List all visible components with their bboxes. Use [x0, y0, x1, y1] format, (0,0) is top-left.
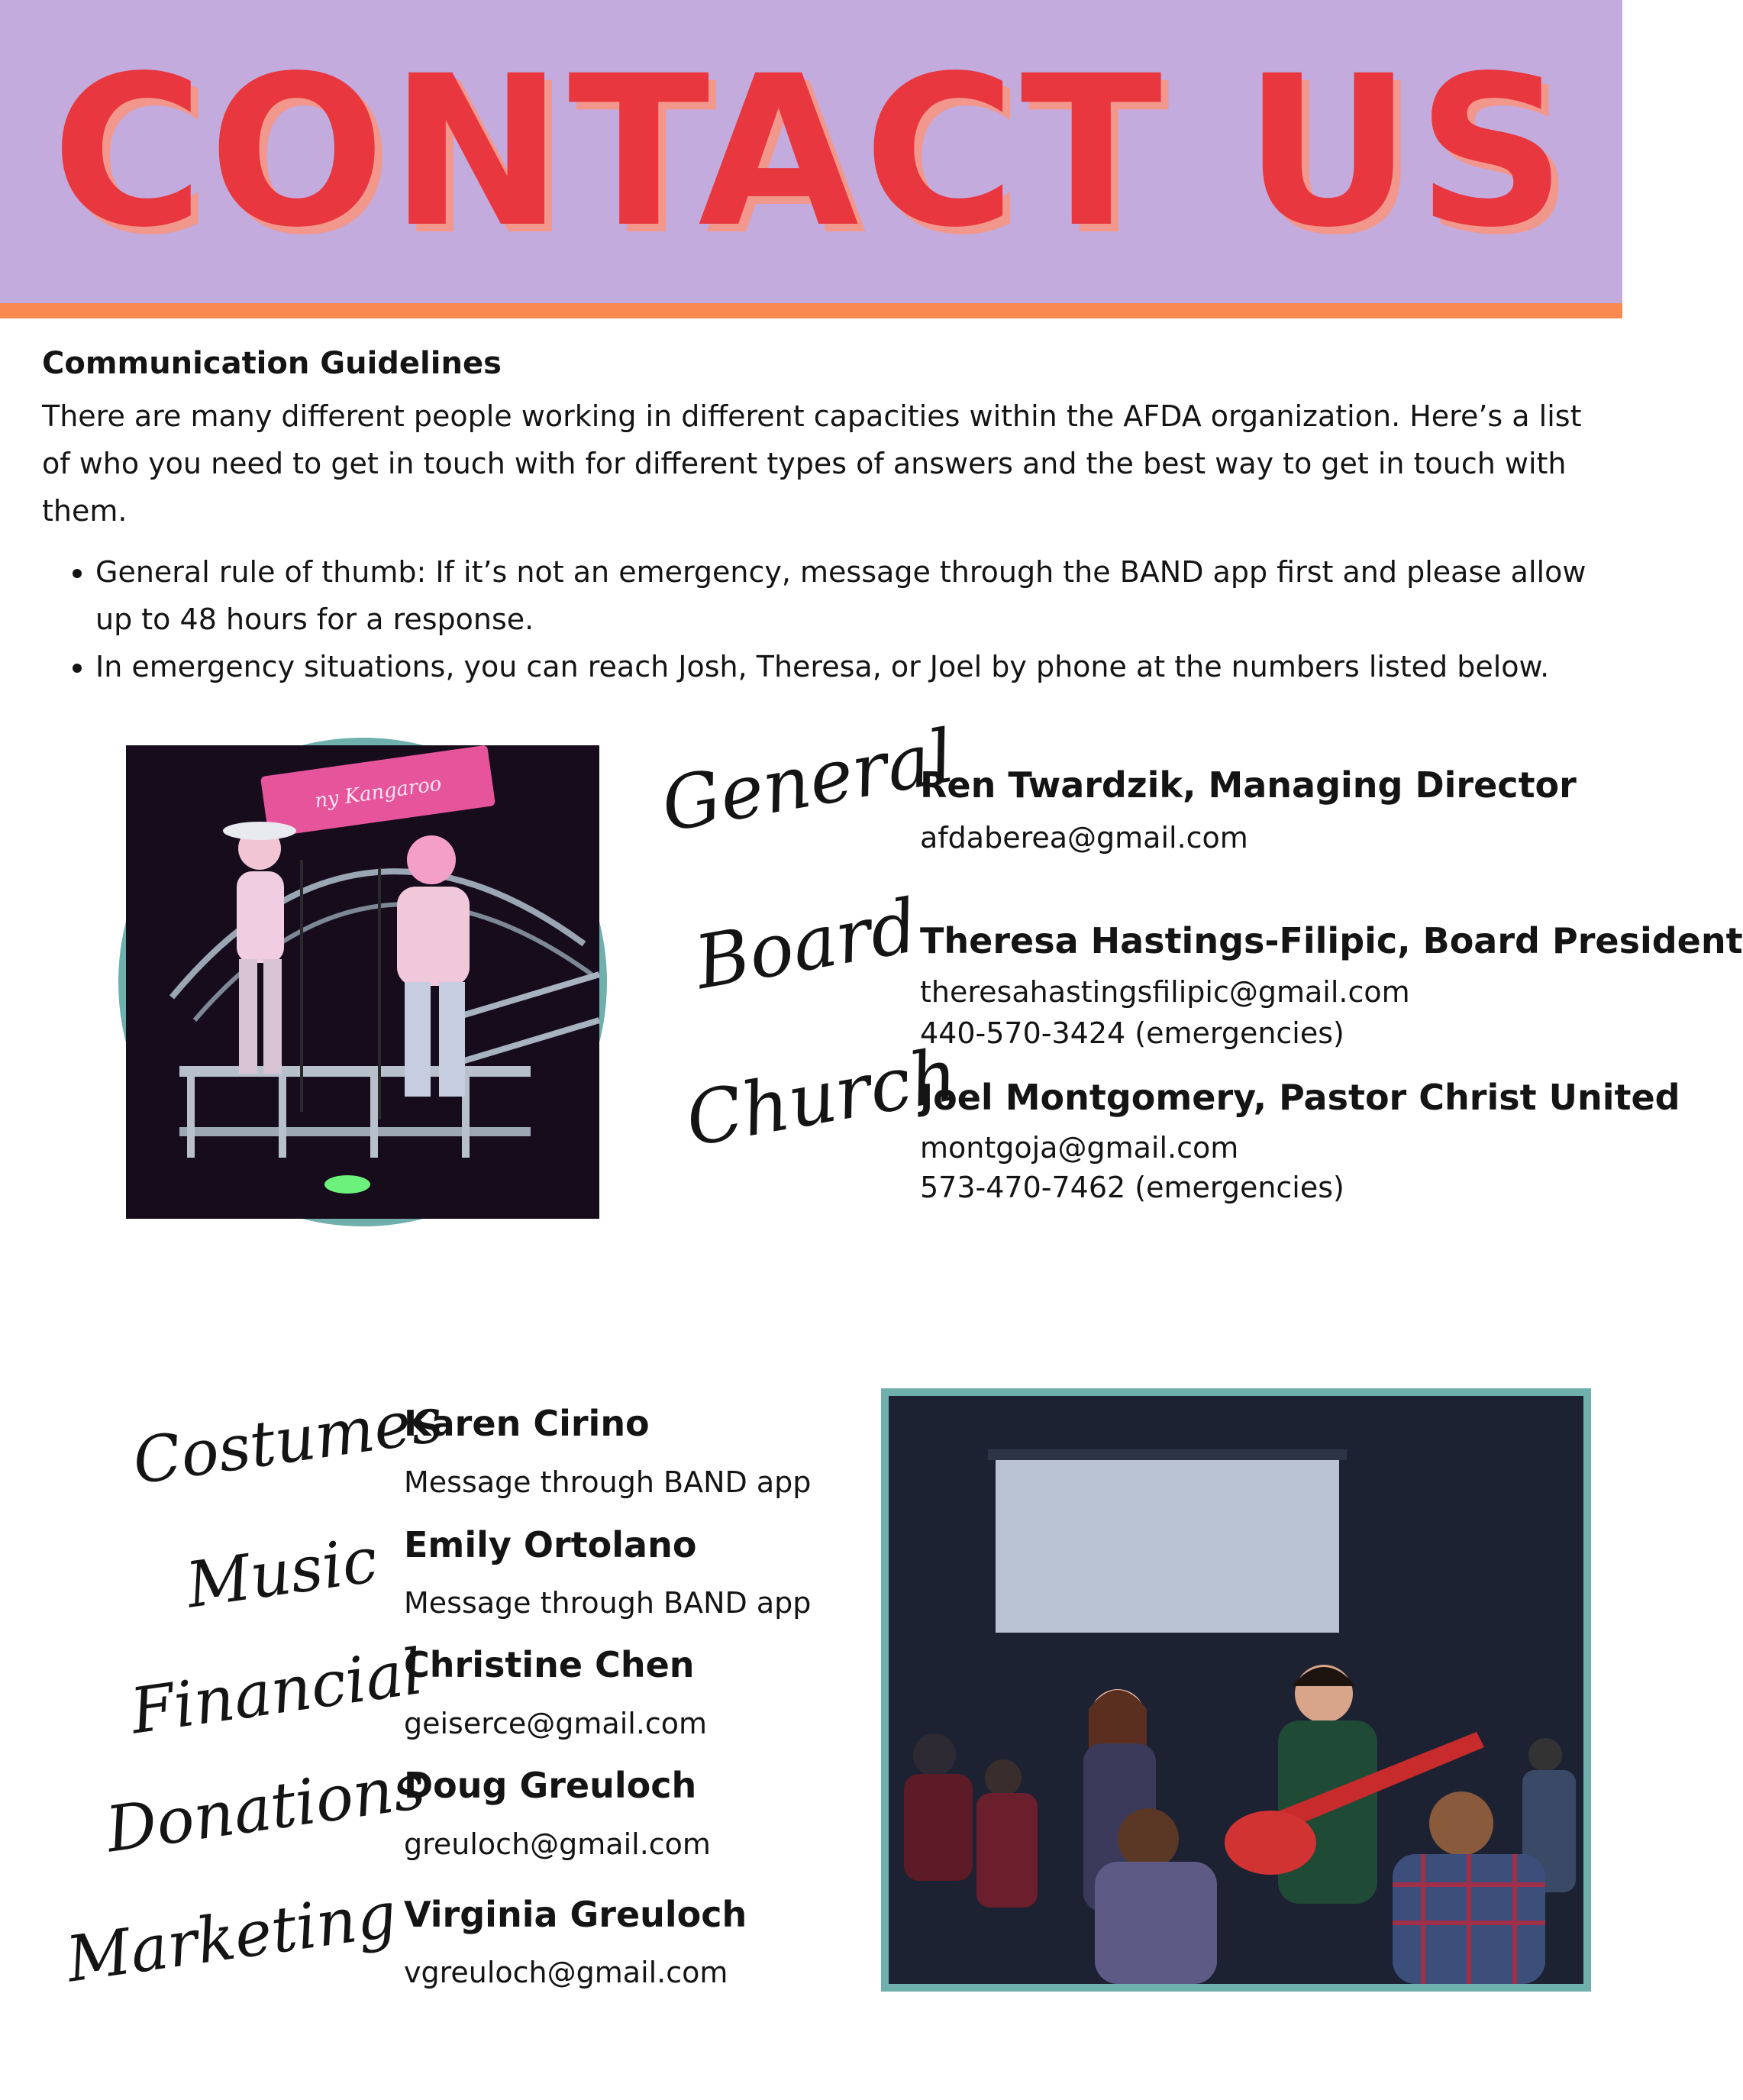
category-label-marketing: Marketing	[62, 1878, 402, 1997]
header-banner	[0, 0, 1622, 303]
category-label-donations: Donations	[102, 1749, 430, 1867]
contact-name: Christine Chen	[404, 1644, 695, 1685]
contact-name: Virginia Greuloch	[404, 1894, 747, 1935]
contact-email: afdaberea@gmail.com	[920, 821, 1248, 855]
category-label-general: General	[655, 712, 960, 849]
contact-name: Joel Montgomery, Pastor Christ United	[920, 1077, 1680, 1118]
contact-email: greuloch@gmail.com	[404, 1827, 711, 1861]
category-label-financial: Financial	[126, 1635, 428, 1749]
contact-phone: 440-570-3424 (emergencies)	[920, 1016, 1344, 1050]
sign-text: ny Kangaroo	[313, 772, 444, 813]
rehearsal-performance-photo	[881, 1388, 1591, 1992]
contact-name: Ren Twardzik, Managing Director	[920, 764, 1577, 806]
stage-performance-photo	[118, 738, 607, 1226]
header-divider	[0, 303, 1622, 318]
contact-name: Karen Cirino	[404, 1403, 650, 1444]
contact-phone: 573-470-7462 (emergencies)	[920, 1171, 1344, 1204]
contact-method: Message through BAND app	[404, 1465, 812, 1499]
guidelines-list	[42, 548, 1592, 690]
contact-name: Theresa Hastings-Filipic, Board President	[920, 920, 1743, 961]
guideline-item: • In emergency situations, you can reach Josh, Theresa, or Joel by phone at the numbers listed below.	[95, 643, 1592, 690]
category-label-costumes: Costumes	[128, 1383, 447, 1499]
category-label-church: Church	[679, 1031, 964, 1164]
contact-name: Doug Greuloch	[404, 1765, 697, 1806]
stage-photo-illustration	[126, 745, 599, 1219]
category-label-board: Board	[689, 882, 925, 1006]
contact-email: geiserce@gmail.com	[404, 1707, 708, 1740]
contact-method: Message through BAND app	[404, 1586, 812, 1620]
contact-email: montgoja@gmail.com	[920, 1131, 1239, 1165]
contact-email: theresahastingsfilipic@gmail.com	[920, 975, 1410, 1009]
contact-name: Emily Ortolano	[404, 1524, 697, 1565]
guideline-item: • General rule of thumb: If it’s not an emergency, message through the BAND app first and please allow up to 48 hours for a response.	[95, 548, 1592, 643]
rehearsal-photo-illustration	[889, 1396, 1583, 1984]
guidelines-section	[42, 336, 1592, 690]
contact-email: vgreuloch@gmail.com	[404, 1956, 728, 1989]
category-label-music: Music	[182, 1523, 382, 1623]
guidelines-heading: Communication Guidelines	[42, 346, 502, 381]
guidelines-intro: There are many different people working in different capacities within the AFDA organization. Here’s a list of who you need to get in touch with for different types of answers and the best way to get in touch with them.	[42, 399, 1582, 528]
page-title: CONTACT US	[51, 32, 1571, 273]
